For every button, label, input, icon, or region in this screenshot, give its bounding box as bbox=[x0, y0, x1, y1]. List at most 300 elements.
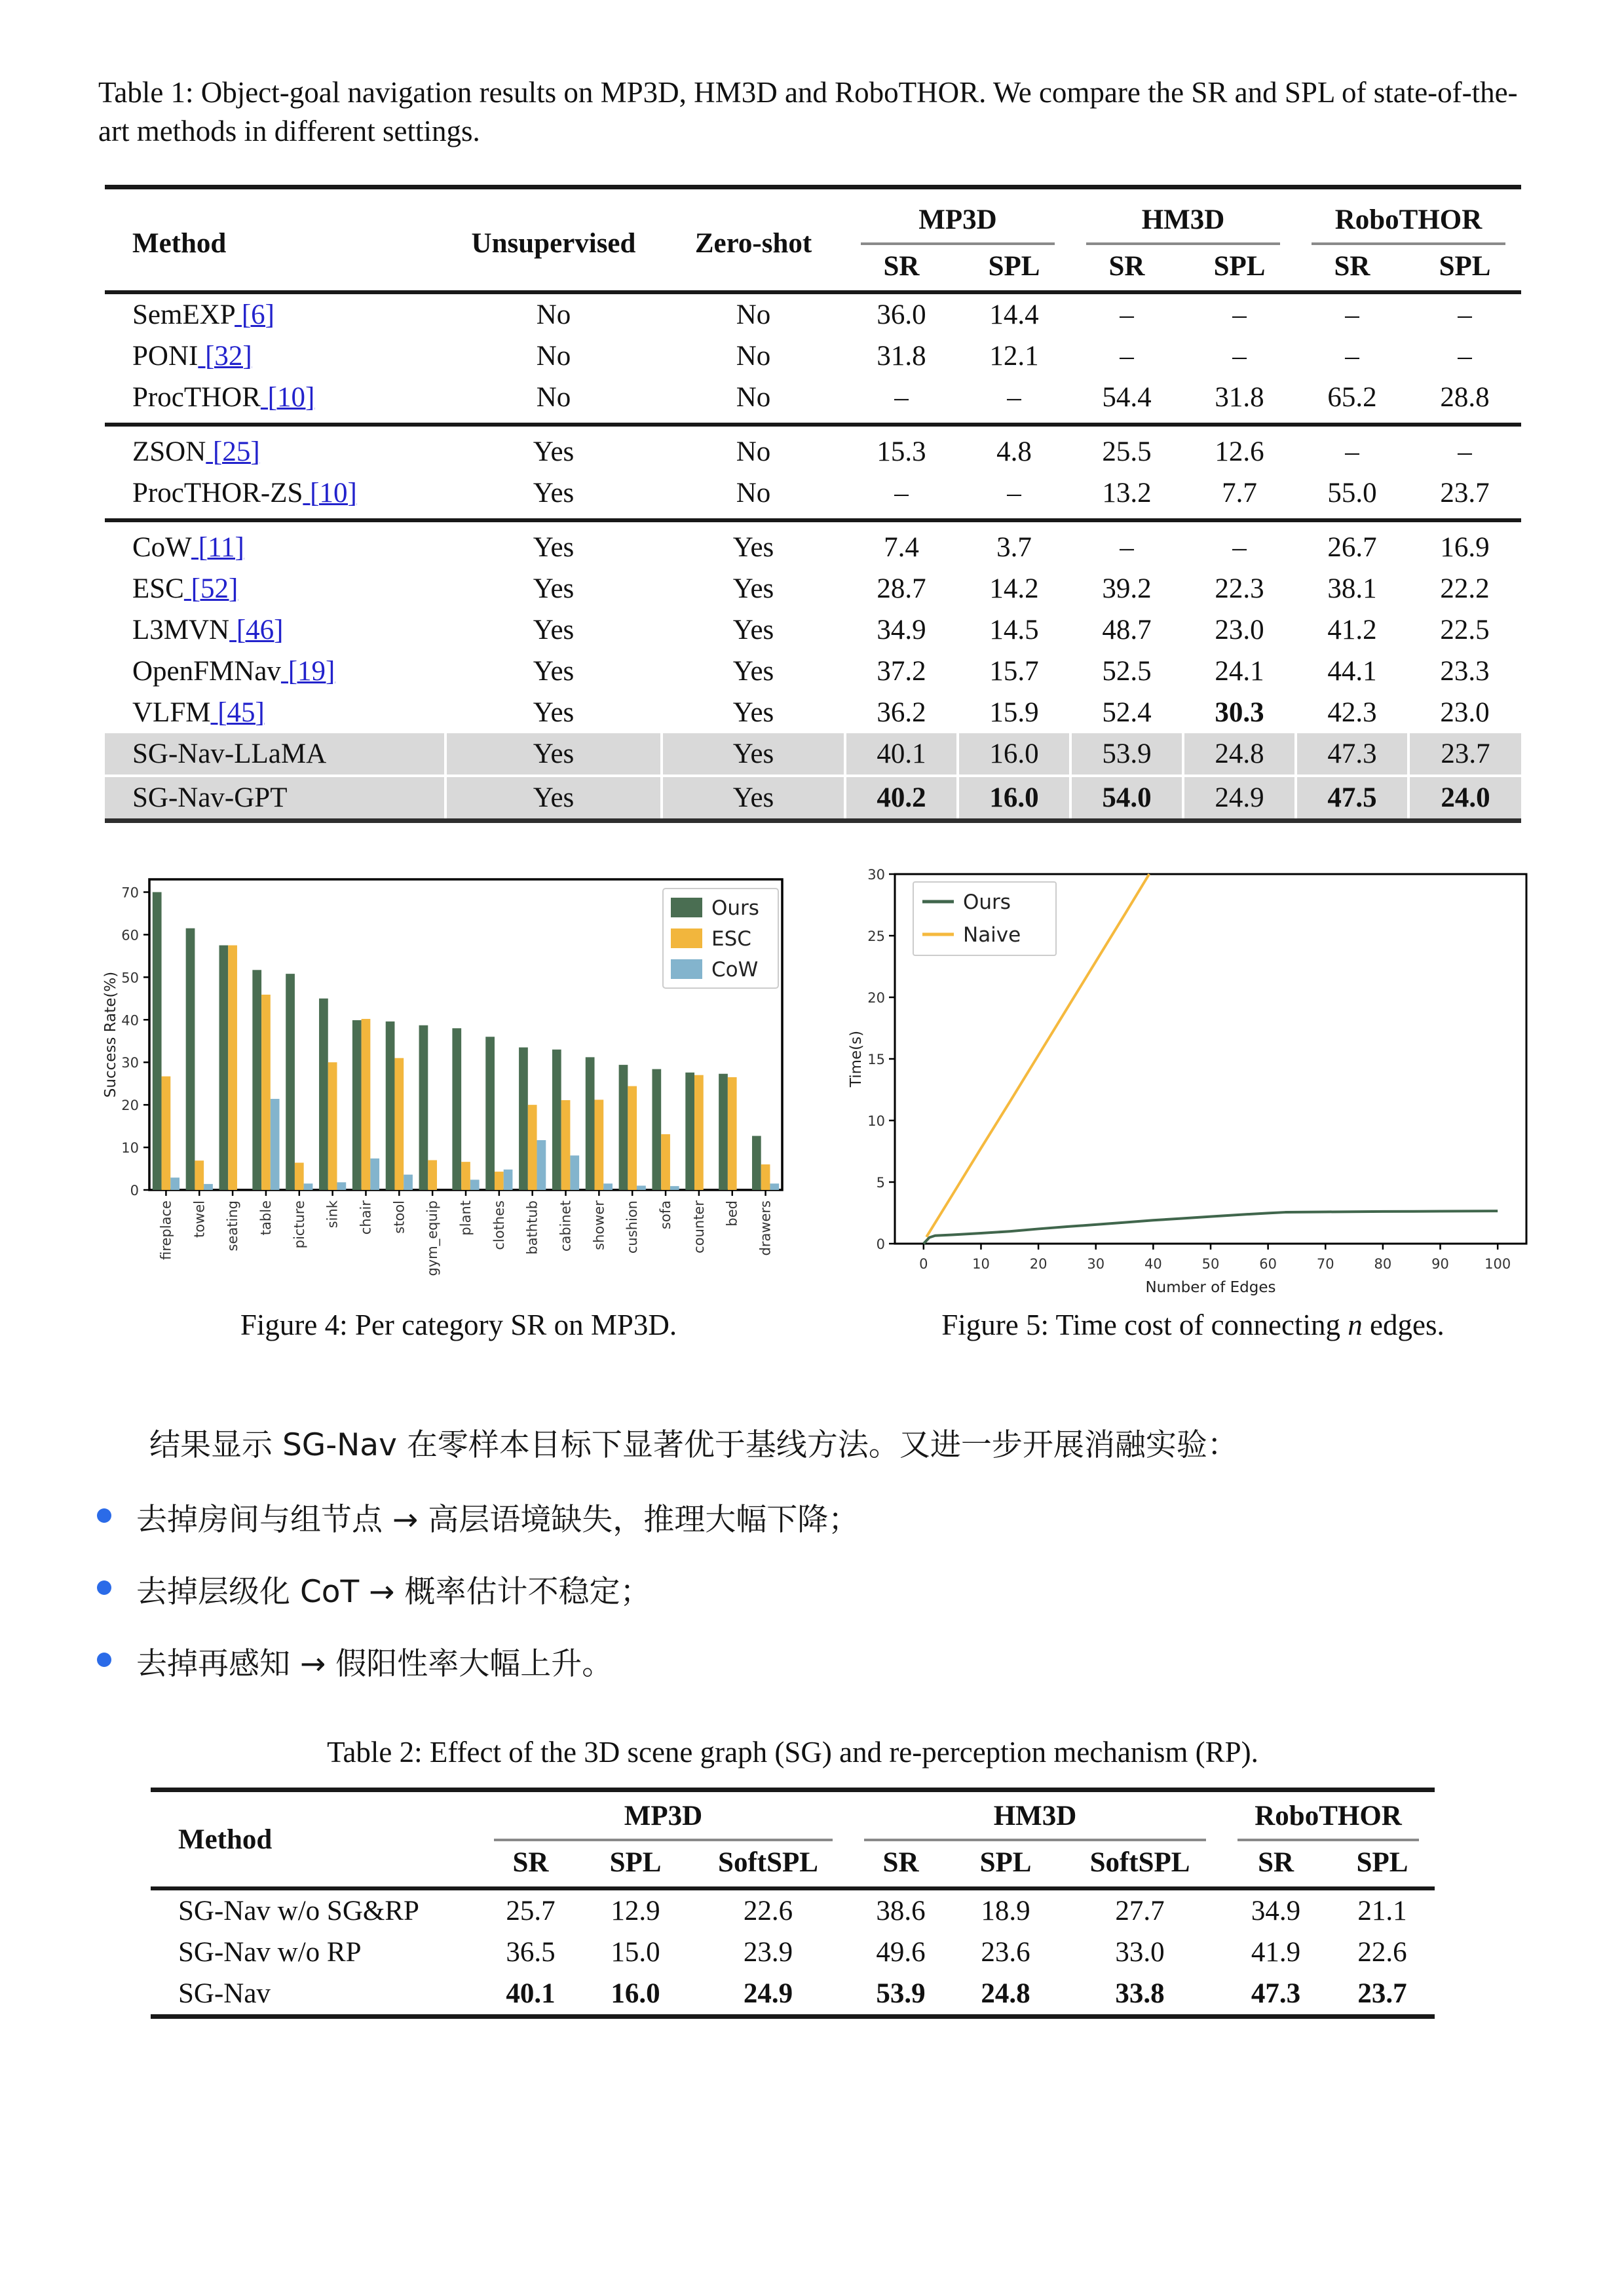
table2-header-method: Method bbox=[178, 1824, 273, 1855]
bar bbox=[328, 1062, 337, 1190]
cell: 3.7 bbox=[958, 520, 1070, 568]
bar bbox=[228, 946, 237, 1190]
bar bbox=[186, 928, 195, 1190]
bar bbox=[362, 1019, 371, 1190]
cell: – bbox=[1296, 425, 1408, 472]
cell: 55.0 bbox=[1327, 478, 1377, 508]
table2-body bbox=[151, 1888, 1435, 2017]
cell: 40.1 bbox=[845, 733, 958, 776]
cell: 38.1 bbox=[1327, 573, 1377, 604]
y-tick-label: 30 bbox=[121, 1055, 139, 1071]
cell: 23.6 bbox=[981, 1937, 1030, 1968]
x-tick-label: seating bbox=[225, 1200, 241, 1252]
table-row bbox=[105, 377, 1521, 425]
bar bbox=[195, 1160, 204, 1190]
cell: 30.3 bbox=[1215, 697, 1264, 728]
legend bbox=[913, 882, 1056, 955]
cell: – bbox=[1458, 341, 1472, 372]
cell: 54.0 bbox=[1070, 776, 1183, 821]
method-name: PONI bbox=[132, 341, 198, 372]
citation-link[interactable]: [25] bbox=[206, 436, 260, 467]
col-sr: SR bbox=[1108, 251, 1145, 282]
x-tick-label: gym_equip bbox=[425, 1200, 441, 1276]
cell: Yes bbox=[732, 573, 774, 604]
method-name: SG-Nav-LLaMA bbox=[132, 738, 327, 769]
table-row bbox=[105, 609, 1521, 651]
cell: No bbox=[536, 299, 571, 330]
cell: 23.3 bbox=[1440, 656, 1490, 687]
cell: 23.0 bbox=[1215, 615, 1264, 645]
col-spl: SPL bbox=[609, 1847, 662, 1878]
cell: 37.2 bbox=[877, 656, 926, 687]
method-cell bbox=[105, 472, 445, 520]
citation-link[interactable]: [11] bbox=[191, 532, 244, 563]
y-tick-label: 0 bbox=[876, 1236, 885, 1252]
method-name: ZSON bbox=[132, 436, 206, 467]
y-tick-label: 60 bbox=[121, 927, 139, 944]
legend-label-ESC: ESC bbox=[711, 927, 751, 951]
cell: – bbox=[1183, 520, 1296, 568]
cell: – bbox=[1120, 299, 1134, 330]
bar bbox=[628, 1086, 637, 1190]
col-spl: SPL bbox=[979, 1847, 1032, 1878]
cell: 41.2 bbox=[1327, 615, 1377, 645]
y-tick-label: 25 bbox=[867, 928, 885, 944]
x-tick-label: 100 bbox=[1484, 1256, 1511, 1272]
y-tick-label: 5 bbox=[876, 1175, 885, 1191]
cell: No bbox=[736, 299, 771, 330]
cell: 24.0 bbox=[1408, 776, 1521, 821]
bar bbox=[452, 1028, 461, 1190]
bar bbox=[261, 995, 271, 1190]
table-row bbox=[105, 335, 1521, 377]
legend-label-Ours: Ours bbox=[963, 890, 1011, 914]
bar bbox=[670, 1186, 679, 1190]
method-cell bbox=[105, 568, 445, 609]
cell: 52.5 bbox=[1102, 656, 1152, 687]
analysis-intro: 结果显示 SG-Nav 在零样本目标下显著优于基线方法。又进一步开展消融实验： bbox=[149, 1427, 1238, 1463]
table2-group-robothor bbox=[1222, 1790, 1435, 1845]
citation-link[interactable]: [10] bbox=[260, 382, 315, 413]
table-row bbox=[105, 520, 1521, 568]
table1-group-mp3d bbox=[845, 187, 1070, 248]
x-tick-label: 80 bbox=[1374, 1256, 1392, 1272]
group-label: HM3D bbox=[1086, 199, 1280, 245]
citation-link[interactable]: [46] bbox=[229, 615, 284, 645]
method-cell bbox=[105, 377, 445, 425]
cell: 24.8 bbox=[981, 1978, 1030, 2009]
cell: – bbox=[1007, 382, 1021, 413]
bar bbox=[162, 1077, 171, 1190]
cell: 38.6 bbox=[876, 1896, 926, 1926]
table-row bbox=[105, 651, 1521, 692]
cell: – bbox=[1232, 341, 1247, 372]
legend-swatch-Ours bbox=[671, 898, 702, 917]
x-tick-label: 70 bbox=[1316, 1256, 1334, 1272]
x-tick-label: 60 bbox=[1259, 1256, 1277, 1272]
bar bbox=[394, 1058, 404, 1190]
table1-group-hm3d bbox=[1070, 187, 1296, 248]
cell: 24.9 bbox=[743, 1978, 793, 2009]
cell: 65.2 bbox=[1327, 382, 1377, 413]
method-cell bbox=[105, 609, 445, 651]
bar bbox=[595, 1100, 604, 1190]
x-tick-label: fireplace bbox=[158, 1200, 174, 1260]
method-name: ProcTHOR bbox=[132, 382, 261, 413]
cell: No bbox=[662, 425, 845, 472]
bullet-item bbox=[97, 1567, 1558, 1611]
x-tick-label: bed bbox=[724, 1200, 740, 1227]
col-softspl: SoftSPL bbox=[718, 1847, 818, 1878]
cell: 12.1 bbox=[989, 341, 1039, 372]
bar bbox=[304, 1183, 313, 1190]
x-tick-label: clothes bbox=[491, 1200, 507, 1250]
cell: 33.0 bbox=[1115, 1937, 1165, 1968]
bar bbox=[153, 892, 162, 1190]
cell: No bbox=[736, 478, 771, 508]
bar bbox=[685, 1073, 694, 1190]
bar bbox=[295, 1162, 304, 1190]
cell: 15.0 bbox=[611, 1937, 660, 1968]
analysis-bullet-list bbox=[97, 1495, 1558, 1712]
col-spl: SPL bbox=[1213, 251, 1266, 282]
table-row bbox=[151, 1888, 1435, 1932]
cell: 47.5 bbox=[1296, 776, 1408, 821]
group-label: HM3D bbox=[864, 1795, 1206, 1841]
cell: 21.1 bbox=[1357, 1896, 1407, 1926]
x-tick-label: 30 bbox=[1087, 1256, 1105, 1272]
y-tick-label: 0 bbox=[130, 1183, 139, 1198]
cell: 39.2 bbox=[1102, 573, 1152, 604]
figure5-line-chart bbox=[845, 864, 1541, 1297]
cell: 42.3 bbox=[1327, 697, 1377, 728]
cell: – bbox=[894, 478, 909, 508]
method-name: CoW bbox=[132, 532, 191, 563]
cell: – bbox=[1120, 341, 1134, 372]
cell: 53.9 bbox=[1070, 733, 1183, 776]
bar bbox=[603, 1183, 613, 1190]
bar bbox=[637, 1186, 646, 1190]
citation-link[interactable]: [19] bbox=[280, 656, 335, 687]
bar bbox=[204, 1184, 213, 1190]
cell: 36.0 bbox=[877, 299, 926, 330]
col-softspl: SoftSPL bbox=[1089, 1847, 1190, 1878]
legend-swatch-ESC bbox=[671, 928, 702, 948]
bar bbox=[386, 1022, 395, 1190]
group-label: RoboTHOR bbox=[1312, 199, 1505, 245]
cell: 47.3 bbox=[1296, 733, 1408, 776]
cell: Yes bbox=[445, 776, 662, 821]
cell: – bbox=[1408, 425, 1521, 472]
figure4-bar-chart bbox=[97, 864, 819, 1322]
cell: 26.7 bbox=[1296, 520, 1408, 568]
x-tick-label: bathtub bbox=[524, 1200, 540, 1255]
x-tick-label: table bbox=[257, 1200, 274, 1236]
cell: Yes bbox=[732, 697, 774, 728]
cell: 36.2 bbox=[877, 697, 926, 728]
cell: 14.5 bbox=[989, 615, 1039, 645]
cell: 15.3 bbox=[845, 425, 958, 472]
cell: – bbox=[1458, 299, 1472, 330]
bar bbox=[470, 1179, 480, 1190]
cell: 7.4 bbox=[845, 520, 958, 568]
col-spl: SPL bbox=[1439, 251, 1491, 282]
table1-caption: Table 1: Object-goal navigation results on MP3D, HM3D and RoboTHOR. We compare the SR and SPL of state-of-the-art methods in different settings. bbox=[98, 76, 1518, 148]
citation-link[interactable]: [52] bbox=[183, 573, 238, 604]
col-spl: SPL bbox=[1356, 1847, 1408, 1878]
cell: 31.8 bbox=[1215, 382, 1264, 413]
table2-group-mp3d bbox=[478, 1790, 848, 1845]
cell: 47.3 bbox=[1251, 1978, 1301, 2009]
cell: No bbox=[536, 382, 571, 413]
bar bbox=[504, 1170, 513, 1190]
table1-header bbox=[105, 187, 1521, 293]
table-row bbox=[105, 776, 1521, 821]
table1-body bbox=[105, 292, 1521, 821]
x-tick-label: drawers bbox=[757, 1200, 774, 1256]
cell: 34.9 bbox=[1251, 1896, 1301, 1926]
cell: 4.8 bbox=[958, 425, 1070, 472]
y-axis-label: Success Rate(%) bbox=[102, 971, 119, 1098]
cell: 23.9 bbox=[743, 1937, 793, 1968]
cell: 34.9 bbox=[877, 615, 926, 645]
bullet-item bbox=[97, 1495, 1558, 1539]
bar bbox=[528, 1105, 537, 1190]
bar bbox=[752, 1136, 761, 1190]
x-tick-label: cabinet bbox=[557, 1200, 574, 1252]
cell: – bbox=[1232, 299, 1247, 330]
cell: 16.0 bbox=[958, 776, 1070, 821]
citation-link[interactable]: [10] bbox=[303, 478, 357, 508]
cell: Yes bbox=[732, 656, 774, 687]
legend-label-CoW: CoW bbox=[711, 958, 759, 982]
method-name: ProcTHOR-ZS bbox=[132, 478, 303, 508]
bar bbox=[561, 1100, 571, 1190]
bar bbox=[552, 1050, 561, 1190]
cell: 12.6 bbox=[1183, 425, 1296, 472]
table-row bbox=[105, 292, 1521, 335]
bullet-dot bbox=[97, 1653, 111, 1667]
cell: 22.6 bbox=[743, 1896, 793, 1926]
y-tick-label: 20 bbox=[867, 990, 885, 1006]
cell: 14.4 bbox=[989, 299, 1039, 330]
bullet-dot bbox=[97, 1508, 111, 1523]
method-name: VLFM bbox=[132, 697, 211, 728]
y-tick-label: 10 bbox=[867, 1113, 885, 1129]
col-spl: SPL bbox=[988, 251, 1040, 282]
cell: 23.7 bbox=[1357, 1978, 1407, 2009]
bar bbox=[495, 1172, 504, 1190]
cell: 25.7 bbox=[506, 1896, 556, 1926]
col-sr: SR bbox=[1258, 1847, 1294, 1878]
method-name: SG-Nav-GPT bbox=[132, 782, 288, 813]
bar bbox=[719, 1074, 728, 1190]
legend-label-Ours: Ours bbox=[711, 896, 759, 920]
x-tick-label: plant bbox=[458, 1200, 474, 1236]
bar bbox=[770, 1183, 779, 1190]
cell: – bbox=[894, 382, 909, 413]
bar bbox=[219, 946, 229, 1190]
y-tick-label: 15 bbox=[867, 1052, 885, 1067]
legend bbox=[663, 889, 778, 988]
method-cell bbox=[105, 776, 445, 821]
cell: Yes bbox=[445, 425, 662, 472]
citation-link[interactable]: [6] bbox=[235, 299, 274, 330]
x-tick-label: 40 bbox=[1144, 1256, 1162, 1272]
x-tick-label: sink bbox=[324, 1200, 341, 1229]
method-name: OpenFMNav bbox=[132, 656, 281, 687]
x-tick-label: sofa bbox=[658, 1200, 674, 1230]
method-cell: SG-Nav bbox=[178, 1978, 271, 2009]
x-tick-label: cushion bbox=[624, 1200, 641, 1254]
method-cell: SG-Nav w/o SG&RP bbox=[178, 1896, 419, 1926]
x-axis-label: Number of Edges bbox=[1145, 1279, 1276, 1296]
cell: 13.2 bbox=[1102, 478, 1152, 508]
bar bbox=[286, 974, 295, 1190]
bar bbox=[319, 999, 328, 1190]
cell: Yes bbox=[533, 615, 575, 645]
cell: 23.7 bbox=[1408, 733, 1521, 776]
x-tick-label: shower bbox=[591, 1200, 607, 1250]
cell: 24.1 bbox=[1215, 656, 1264, 687]
cell: 15.7 bbox=[989, 656, 1039, 687]
table1-header-method: Method bbox=[132, 227, 227, 259]
x-tick-label: towel bbox=[191, 1200, 208, 1238]
cell: Yes bbox=[533, 656, 575, 687]
cell: – bbox=[1345, 341, 1359, 372]
bar bbox=[170, 1177, 179, 1190]
bar bbox=[694, 1075, 704, 1190]
bullet-text: 去掉房间与组节点 → 高层语境缺失，推理大幅下降； bbox=[136, 1502, 859, 1538]
cell: Yes bbox=[662, 520, 845, 568]
bar bbox=[586, 1057, 595, 1190]
bullet-text: 去掉再感知 → 假阳性率大幅上升。 bbox=[136, 1646, 613, 1682]
bar bbox=[428, 1160, 437, 1190]
x-tick-label: 10 bbox=[972, 1256, 990, 1272]
cell: 16.0 bbox=[958, 733, 1070, 776]
x-tick-label: stool bbox=[391, 1200, 407, 1234]
cell: 12.9 bbox=[611, 1896, 660, 1926]
cell: 23.7 bbox=[1440, 478, 1490, 508]
table1-group-robothor bbox=[1296, 187, 1521, 248]
table-row bbox=[105, 472, 1521, 520]
x-tick-label: 50 bbox=[1201, 1256, 1220, 1272]
cell: – bbox=[1007, 478, 1021, 508]
col-sr: SR bbox=[882, 1847, 919, 1878]
group-label: MP3D bbox=[494, 1795, 833, 1841]
y-tick-label: 30 bbox=[867, 867, 885, 883]
cell: Yes bbox=[662, 733, 845, 776]
bar bbox=[728, 1077, 737, 1190]
table-row bbox=[105, 568, 1521, 609]
cell: 7.7 bbox=[1222, 478, 1257, 508]
table1-header-zeroshot: Zero-shot bbox=[694, 227, 812, 259]
line-series-Ours bbox=[924, 1211, 1498, 1244]
cell: 15.9 bbox=[989, 697, 1039, 728]
y-axis-label: Time(s) bbox=[848, 1030, 865, 1088]
figure4-caption: Figure 4: Per category SR on MP3D. bbox=[240, 1309, 677, 1341]
cell: 54.4 bbox=[1102, 382, 1152, 413]
x-tick-label: counter bbox=[690, 1200, 707, 1253]
cell: 49.6 bbox=[876, 1937, 926, 1968]
cell: 16.0 bbox=[611, 1978, 660, 2009]
x-tick-label: 90 bbox=[1431, 1256, 1449, 1272]
method-name: ESC bbox=[132, 573, 184, 604]
y-tick-label: 50 bbox=[121, 970, 139, 986]
legend-label-Naive: Naive bbox=[963, 923, 1021, 947]
table2-group-hm3d bbox=[848, 1790, 1222, 1845]
table-row bbox=[151, 1973, 1435, 2017]
bar bbox=[519, 1047, 528, 1190]
table2-caption: Table 2: Effect of the 3D scene graph (SG) and re-perception mechanism (RP). bbox=[327, 1736, 1258, 1769]
bullet-item bbox=[97, 1639, 1558, 1683]
bar bbox=[271, 1099, 280, 1190]
bar bbox=[352, 1020, 362, 1190]
method-cell bbox=[105, 692, 445, 733]
bar bbox=[761, 1164, 770, 1190]
table1 bbox=[105, 185, 1521, 823]
figure5-caption bbox=[845, 1308, 1541, 1342]
cell: 53.9 bbox=[876, 1978, 926, 2009]
method-cell bbox=[105, 335, 445, 377]
cell: 24.8 bbox=[1183, 733, 1296, 776]
x-tick-label: chair bbox=[358, 1200, 374, 1235]
cell: 27.7 bbox=[1115, 1896, 1165, 1926]
y-tick-label: 40 bbox=[121, 1012, 139, 1029]
group-label: RoboTHOR bbox=[1237, 1795, 1419, 1841]
cell: Yes bbox=[533, 697, 575, 728]
cell: 48.7 bbox=[1102, 615, 1152, 645]
bar bbox=[619, 1065, 628, 1190]
cell: 22.5 bbox=[1440, 615, 1490, 645]
col-sr: SR bbox=[883, 251, 920, 282]
figure5-caption-suffix: edges. bbox=[1362, 1309, 1445, 1341]
bar bbox=[419, 1025, 428, 1190]
cell: Yes bbox=[445, 520, 662, 568]
table2 bbox=[151, 1788, 1435, 2019]
cell: No bbox=[736, 341, 771, 372]
cell: No bbox=[536, 341, 571, 372]
cell: 25.5 bbox=[1070, 425, 1183, 472]
cell: 18.9 bbox=[981, 1896, 1030, 1926]
cell: Yes bbox=[533, 573, 575, 604]
bar bbox=[661, 1134, 670, 1190]
bar bbox=[337, 1182, 346, 1190]
figure5-caption-var: n bbox=[1348, 1309, 1363, 1341]
x-tick-label: 20 bbox=[1029, 1256, 1048, 1272]
cell: 52.4 bbox=[1102, 697, 1152, 728]
bar bbox=[485, 1037, 495, 1190]
col-sr: SR bbox=[512, 1847, 549, 1878]
citation-link[interactable]: [32] bbox=[198, 341, 252, 372]
cell: – bbox=[1070, 520, 1183, 568]
cell: 40.1 bbox=[506, 1978, 556, 2009]
bar bbox=[537, 1140, 546, 1190]
cell: 16.9 bbox=[1408, 520, 1521, 568]
cell: 22.6 bbox=[1357, 1937, 1407, 1968]
cell: 23.0 bbox=[1440, 697, 1490, 728]
table-row bbox=[105, 425, 1521, 472]
cell: 41.9 bbox=[1251, 1937, 1301, 1968]
method-cell: SG-Nav w/o RP bbox=[178, 1937, 362, 1968]
citation-link[interactable]: [45] bbox=[210, 697, 265, 728]
cell: No bbox=[736, 382, 771, 413]
cell: 31.8 bbox=[877, 341, 926, 372]
y-tick-label: 70 bbox=[121, 885, 139, 901]
x-tick-label: 0 bbox=[919, 1256, 928, 1272]
method-cell bbox=[105, 425, 445, 472]
method-cell bbox=[105, 733, 445, 776]
